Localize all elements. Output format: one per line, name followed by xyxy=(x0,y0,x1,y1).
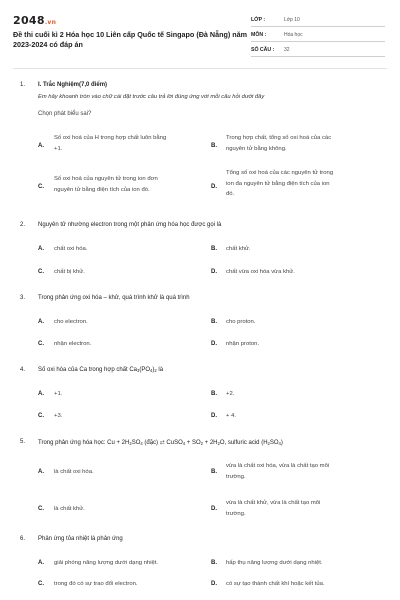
page-header xyxy=(0,0,400,68)
subscript: 4 xyxy=(150,368,153,373)
option-line: trường. xyxy=(226,510,246,517)
subscript: 2 xyxy=(154,368,157,373)
question-number: 6. xyxy=(20,536,26,542)
text-part: SO xyxy=(131,440,141,446)
option-c[interactable]: trong đó có sự trao đổi electron. xyxy=(54,581,138,587)
subscript: 2 xyxy=(129,441,132,446)
option-letter-c[interactable]: C. xyxy=(38,506,44,512)
question-text xyxy=(38,367,163,373)
option-b[interactable] xyxy=(226,133,386,154)
subscript: 4 xyxy=(140,441,143,446)
option-letter-c[interactable]: C. xyxy=(38,413,44,419)
text-part: CuSO xyxy=(164,440,183,446)
option-d[interactable]: nhận proton. xyxy=(226,341,260,347)
option-line: Trong hợp chất, tổng số oxi hoá của các xyxy=(226,135,332,141)
question-text: Trong phản ứng oxi hóa – khử, quá trình khử là quá trình xyxy=(38,295,190,301)
option-letter-c[interactable]: C. xyxy=(38,269,44,275)
meta-row-question-count xyxy=(251,45,385,57)
section-title: I. Trắc Nghiệm(7,0 điểm) xyxy=(38,82,108,88)
option-letter-b[interactable]: B. xyxy=(211,246,217,252)
question-text: Nguyên tử nhường electron trong một phản ứng hóa học được gọi là xyxy=(38,222,222,228)
option-letter-a[interactable]: A. xyxy=(38,246,44,252)
meta-value: Hóa học xyxy=(284,32,303,38)
option-c[interactable]: chất bị khử. xyxy=(54,269,85,275)
question-number: 5. xyxy=(20,439,26,445)
option-b[interactable]: cho proton. xyxy=(226,319,256,325)
text-part: Số oxi hóa của Ca trong hợp chất Ca xyxy=(38,367,137,373)
option-letter-a[interactable]: A. xyxy=(38,143,44,149)
option-letter-a[interactable]: A. xyxy=(38,560,44,566)
option-line: nguyên tử bằng không. xyxy=(226,145,287,152)
option-letter-d[interactable]: D. xyxy=(211,184,217,190)
option-b[interactable]: chất khử. xyxy=(226,246,251,252)
exam-meta xyxy=(251,15,385,60)
option-a[interactable]: +1. xyxy=(54,391,63,397)
option-letter-b[interactable]: B. xyxy=(211,469,217,475)
option-a[interactable] xyxy=(54,467,204,478)
option-d[interactable]: chất vừa oxi hóa vừa khử. xyxy=(226,269,295,275)
option-a[interactable]: giải phóng năng lượng dưới dạng nhiệt. xyxy=(54,560,159,566)
subscript: 4 xyxy=(278,441,281,446)
meta-row-subject xyxy=(251,30,385,42)
subscript: 4 xyxy=(182,441,186,446)
option-letter-b[interactable]: B. xyxy=(211,319,217,325)
question-number: 2. xyxy=(20,222,26,228)
option-b[interactable]: +2. xyxy=(226,391,235,397)
option-a[interactable]: chất oxi hóa. xyxy=(54,246,88,252)
option-letter-d[interactable]: D. xyxy=(211,506,217,512)
question-text: Chọn phát biểu sai? xyxy=(38,111,92,117)
option-line: vừa là chất khử, vừa là chất tạo môi xyxy=(226,500,321,506)
option-line: trường. xyxy=(226,473,246,480)
option-b[interactable]: hấp thụ năng lượng dưới dạng nhiệt. xyxy=(226,560,323,566)
text-part: Trong phản ứng hóa học: Cu + 2H xyxy=(38,440,130,446)
option-letter-d[interactable]: D. xyxy=(211,341,217,347)
option-letter-a[interactable]: A. xyxy=(38,391,44,397)
question-number: 1. xyxy=(20,82,26,88)
option-line: ion đa nguyên tử bằng điện tích của ion xyxy=(226,180,330,187)
subscript: 2 xyxy=(267,441,270,446)
option-line: Tổng số oxi hoá của các nguyên tử trong xyxy=(226,170,334,176)
logo-text: 2048 xyxy=(13,14,45,27)
text-part: SO xyxy=(269,440,279,446)
option-line: Số oxi hoá của H trong hợp chất luôn bằng xyxy=(54,135,167,141)
subscript: 2 xyxy=(217,441,220,446)
text-part: ) xyxy=(152,367,155,373)
header-divider xyxy=(13,68,387,69)
option-line: đó. xyxy=(226,191,235,197)
meta-value: 32 xyxy=(284,47,290,53)
option-letter-b[interactable]: B. xyxy=(211,143,217,149)
meta-row-class xyxy=(251,15,385,27)
option-d[interactable]: có sự tạo thành chất khí hoặc kết tủa. xyxy=(226,581,325,587)
text-part: (đặc) xyxy=(142,440,160,446)
option-b[interactable] xyxy=(226,461,386,482)
option-d[interactable] xyxy=(226,168,386,200)
question-text xyxy=(38,439,283,446)
option-c[interactable] xyxy=(54,504,204,515)
reaction-arrow-icon: ⇄ xyxy=(159,440,165,446)
option-line: là chất khử. xyxy=(54,506,85,512)
option-letter-c[interactable]: C. xyxy=(38,341,44,347)
text-part: + 2H xyxy=(202,440,218,446)
logo-suffix: .vn xyxy=(44,19,57,26)
site-logo[interactable] xyxy=(13,14,56,27)
option-line: vừa là chất oxi hóa, vừa là chất tạo môi xyxy=(226,463,330,469)
subscript: 2 xyxy=(200,441,203,446)
option-letter-b[interactable]: B. xyxy=(211,560,217,566)
meta-label: LỚP : xyxy=(251,17,266,23)
option-letter-a[interactable]: A. xyxy=(38,469,44,475)
document-title: Đề thi cuối kì 2 Hóa học 10 Liên cấp Quốc tế Singapo (Đà Nẵng) năm 2023-2024 có đáp án xyxy=(13,30,248,49)
option-a[interactable]: cho electron. xyxy=(54,319,88,325)
question-number: 4. xyxy=(20,367,26,373)
option-letter-d[interactable]: D. xyxy=(211,269,217,275)
option-c[interactable] xyxy=(54,174,204,195)
text-part: + SO xyxy=(185,440,201,446)
option-letter-c[interactable]: C. xyxy=(38,184,44,190)
option-d[interactable]: + 4. xyxy=(226,413,236,419)
option-letter-c[interactable]: C. xyxy=(38,581,44,587)
section-instruction: Em hãy khoanh tròn vào chữ cái đặt trước câu trả lời đúng ứng với mỗi câu hỏi dưới đây xyxy=(38,94,265,100)
meta-label: SỐ CÂU : xyxy=(251,47,275,53)
question-number: 3. xyxy=(20,295,26,301)
option-line: +1. xyxy=(54,145,63,152)
text-part: (PO xyxy=(139,367,151,373)
option-c[interactable]: +3. xyxy=(54,413,63,419)
option-a[interactable] xyxy=(54,133,204,154)
meta-value: Lớp 10 xyxy=(284,17,300,23)
text-part: O, sulfuric acid (H xyxy=(219,440,268,446)
option-line: nguyên tử bằng điện tích của ion đó. xyxy=(54,186,150,193)
option-letter-d[interactable]: D. xyxy=(211,581,217,587)
option-letter-d[interactable]: D. xyxy=(211,413,217,419)
option-line: Số oxi hoá của nguyên tử trong ion đơn xyxy=(54,176,158,182)
option-line: là chất oxi hóa. xyxy=(54,469,94,475)
option-c[interactable]: nhận electron. xyxy=(54,341,92,347)
subscript: 3 xyxy=(137,368,140,373)
meta-label: MÔN : xyxy=(251,32,267,38)
option-letter-a[interactable]: A. xyxy=(38,319,44,325)
option-letter-b[interactable]: B. xyxy=(211,391,217,397)
text-part: ) xyxy=(280,440,283,446)
option-d[interactable] xyxy=(226,498,386,519)
question-text: Phản ứng tỏa nhiệt là phản ứng xyxy=(38,536,123,542)
text-part: là xyxy=(156,367,164,373)
